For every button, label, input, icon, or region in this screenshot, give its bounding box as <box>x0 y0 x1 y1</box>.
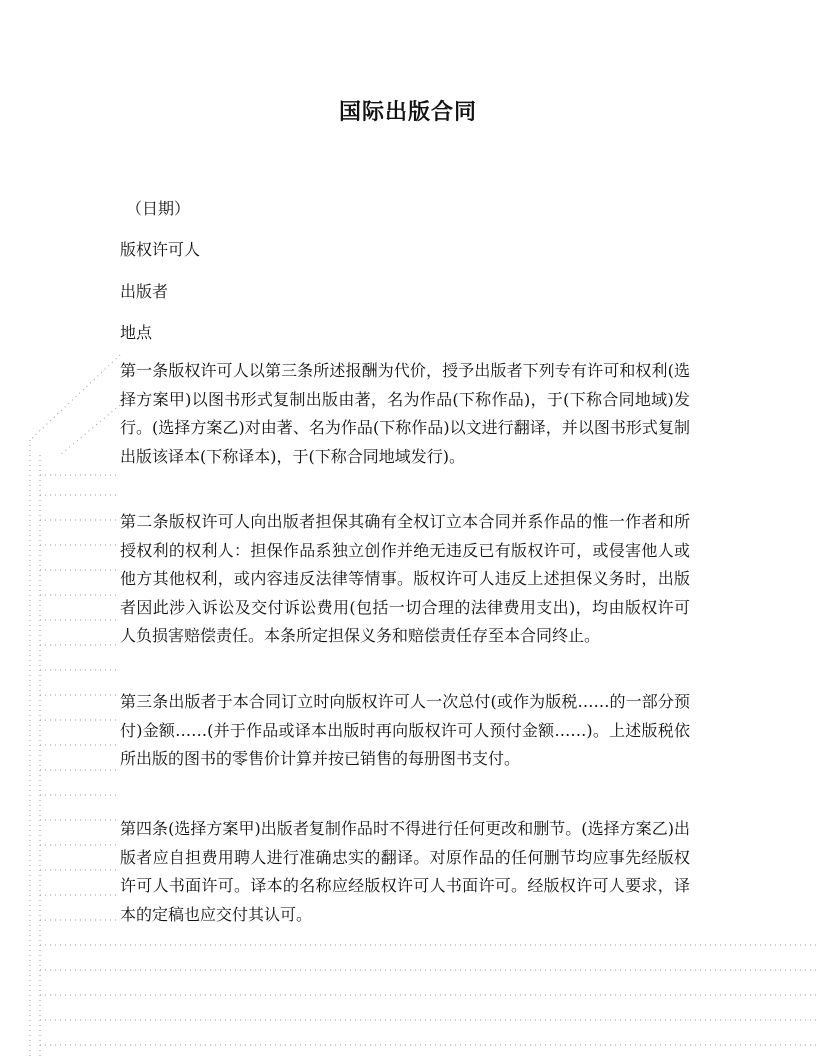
location-field: 地点 <box>120 323 153 342</box>
clause-4: 第四条(选择方案甲)出版者复制作品时不得进行任何更改和删节。(选择方案乙)出版者应自担费用聘人进行准确忠实的翻译。对原作品的任何删节均应事先经版权许可人书面许可。译本的名称应经版权许可人书面许可。经版权许可人要求，译本的定稿也应交付其认可。 <box>120 819 690 924</box>
clause-1: 第一条版权许可人以第三条所述报酬为代价，授予出版者下列专有许可和权利(选择方案甲)以图书形式复制出版由著，名为作品(下称作品)，于(下称合同地域)发行。(选择方案乙)对由著、名为作品(下称作品)以文进行翻译，并以图书形式复制出版该译本(下称译本)，于(下称合同地域发行)。 <box>120 361 690 466</box>
document-title: 国际出版合同 <box>338 99 477 125</box>
clause-3: 第三条出版者于本合同订立时向版权许可人一次总付(或作为版税……的一部分预付)金额……(并于作品或译本出版时再向版权许可人预付金额……)。上述版税依所出版的图书的零售价计算并按已销售的每册图书支付。 <box>120 692 690 768</box>
licensor-field: 版权许可人 <box>120 240 201 259</box>
publisher-field: 出版者 <box>120 282 169 301</box>
date-field: （日期） <box>126 199 191 218</box>
clause-2: 第二条版权许可人向出版者担保其确有全权订立本合同并系作品的惟一作者和所授权利的权利人：担保作品系独立创作并绝无违反已有版权许可，或侵害他人或他方其他权利，或内容违反法律等情事。版权许可人违反上述担保义务时，出版者因此涉入诉讼及交付诉讼费用(包括一切合理的法律费用支出)，均由版权许可人负损害赔偿责任。本条所定担保义务和赔偿责任存至本合同终止。 <box>120 512 690 645</box>
